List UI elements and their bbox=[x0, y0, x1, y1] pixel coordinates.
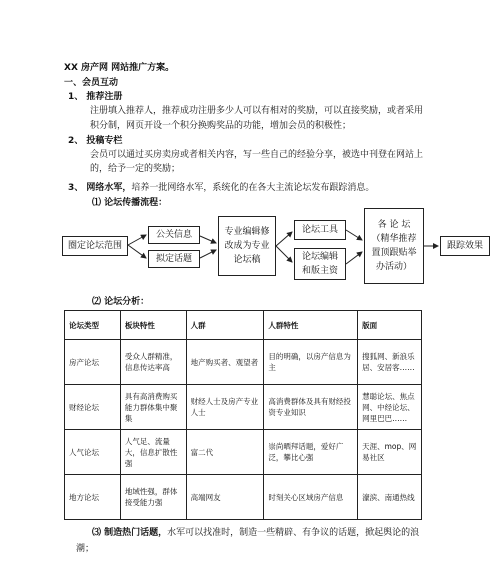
subheading-analysis: ⑵ 论坛分析： bbox=[92, 297, 150, 307]
item-title: 2、 投稿专栏 bbox=[68, 136, 123, 146]
flow-box-topic: 拟定话题 bbox=[148, 250, 200, 268]
flow-box-tools: 论坛工具 bbox=[294, 220, 346, 240]
item-title: 3、 网络水军， bbox=[68, 183, 132, 193]
table-cell: 财经论坛 bbox=[65, 385, 121, 430]
header-cell: 板块特性 bbox=[120, 311, 186, 340]
table-cell: 搜狐网、新浪乐居、安居客…… bbox=[358, 340, 422, 385]
item-text: 培养一批网络水军，系统化的在各大主流论坛发布跟踪消息。 bbox=[131, 183, 375, 193]
arrow bbox=[276, 232, 292, 246]
table-cell: 房产论坛 bbox=[65, 340, 121, 385]
flow-box-track: 跟踪效果 bbox=[440, 236, 490, 256]
subheading-hot-topic: ⑶ 制造热门话题， bbox=[92, 528, 168, 538]
table-cell: 受众人群精准，信息传达率高 bbox=[120, 340, 186, 385]
header-cell: 版面 bbox=[358, 311, 422, 340]
table-cell: 地产购买者、观望者 bbox=[186, 340, 264, 385]
flow-box-scope: 圈定论坛范围 bbox=[62, 236, 128, 256]
paragraph-line: 会员可以通过买房卖房或者相关内容，写一些自己的经验分享，被选中刊登在网站上 bbox=[90, 150, 424, 160]
flow-box-edit: 专业编辑修改成为专业论坛稿 bbox=[218, 216, 276, 276]
header-cell: 人群特性 bbox=[264, 311, 358, 340]
paragraph-line: 潮； bbox=[76, 544, 95, 554]
header-cell: 论坛类型 bbox=[65, 311, 121, 340]
forum-analysis-table bbox=[64, 310, 422, 520]
flow-box-editors: 论坛编辑和版主资 bbox=[294, 248, 346, 280]
table-cell: 崇尚晒拜话题，爱好广泛，攀比心强 bbox=[264, 430, 358, 475]
table-row bbox=[65, 385, 422, 430]
table-cell: 具有高消费购买能力群体集中聚集 bbox=[120, 385, 186, 430]
table-cell: 濠滨、南通热线 bbox=[358, 475, 422, 520]
table-cell: 人气论坛 bbox=[65, 430, 121, 475]
flow-box-pr-info: 公关信息 bbox=[148, 226, 200, 244]
section-heading: 一、会员互动 bbox=[64, 78, 119, 88]
flow-box-forums: 各 论 坛（精华推荐置顶跟贴举办活动） bbox=[364, 208, 424, 284]
paragraph-line: 积分制，网页开设一个积分换购奖品的功能，增加会员的积极性； bbox=[90, 121, 352, 131]
subheading-flow: ⑴ 论坛传播流程： bbox=[92, 198, 168, 208]
table-cell: 富二代 bbox=[186, 430, 264, 475]
header-cell: 人群 bbox=[186, 311, 264, 340]
table-cell: 高端网友 bbox=[186, 475, 264, 520]
paragraph-line: 注册填入推荐人，推荐成功注册多少人可以有相对的奖励，可以直接奖励，或者采用 bbox=[90, 106, 424, 116]
table-row bbox=[65, 430, 422, 475]
table-cell: 财经人士及房产专业人士 bbox=[186, 385, 264, 430]
table-cell: 天涯、mop、网易社区 bbox=[358, 430, 422, 475]
table-cell: 人气足、流量大，信息扩散性强 bbox=[120, 430, 186, 475]
table-cell: 地方论坛 bbox=[65, 475, 121, 520]
table-row bbox=[65, 340, 422, 385]
table-header-row bbox=[65, 311, 422, 340]
paragraph-line: 的，给予一定的奖励； bbox=[90, 164, 181, 174]
arrow bbox=[200, 236, 216, 243]
table-row bbox=[65, 475, 422, 520]
arrow bbox=[346, 230, 362, 240]
table-cell: 地域性强，群体接受能力强 bbox=[120, 475, 186, 520]
arrow bbox=[200, 250, 216, 258]
item-line bbox=[92, 527, 419, 539]
arrow bbox=[128, 235, 146, 245]
arrow bbox=[276, 246, 292, 262]
paragraph-line: 水军可以找准时，制造一些精辟、有争议的话题，掀起舆论的浪 bbox=[167, 528, 420, 538]
table-cell: 目的明确，以房产信息为主 bbox=[264, 340, 358, 385]
item-title: 1、 推荐注册 bbox=[68, 92, 123, 102]
arrow bbox=[346, 252, 362, 264]
table-cell: 高消费群体及具有财经投资专业知识 bbox=[264, 385, 358, 430]
arrow bbox=[128, 245, 146, 258]
table-cell: 时刻关心区域房产信息 bbox=[264, 475, 358, 520]
doc-title: XX 房产网 网站推广方案。 bbox=[64, 63, 175, 73]
table-cell: 慧聪论坛、焦点网、中经论坛、网里巴巴…… bbox=[358, 385, 422, 430]
